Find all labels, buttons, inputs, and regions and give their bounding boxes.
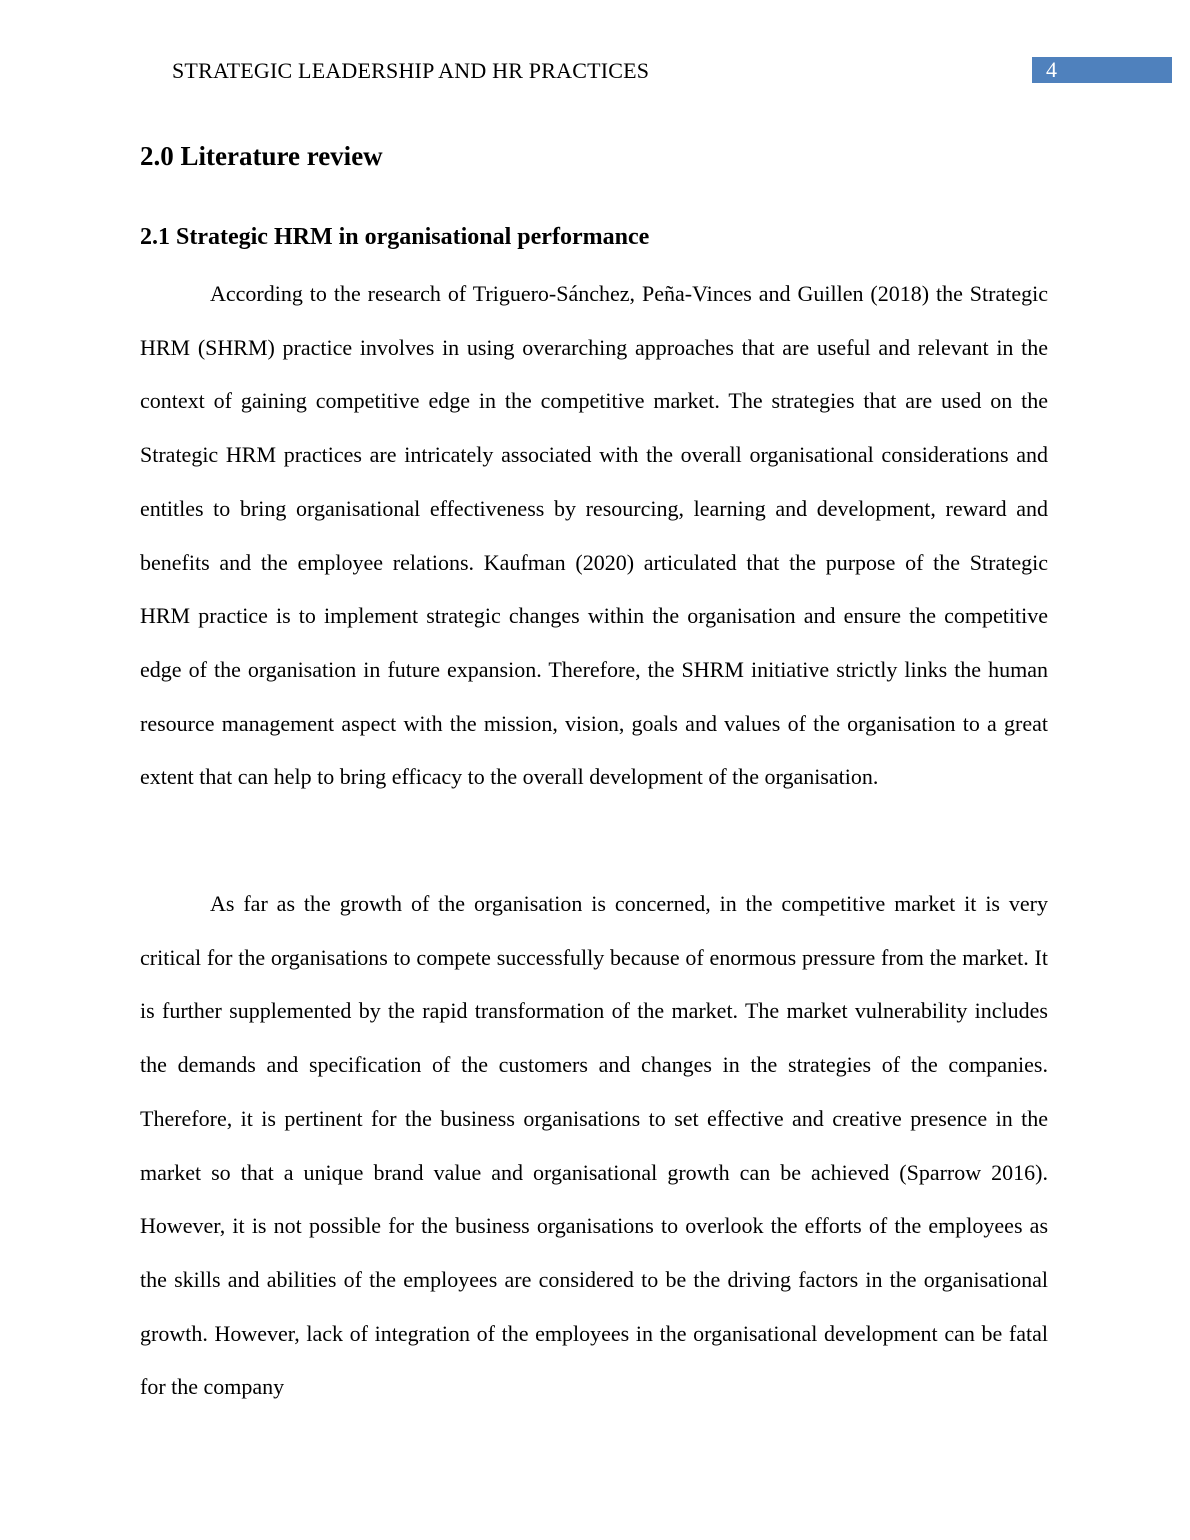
running-head: STRATEGIC LEADERSHIP AND HR PRACTICES (172, 58, 650, 83)
subsection-heading: 2.1 Strategic HRM in organisational performance (140, 224, 650, 250)
page-number: 4 (1046, 57, 1057, 82)
body-paragraph-1: According to the research of Triguero-Sánchez, Peña-Vinces and Guillen (2018) the Strategic HRM (SHRM) practice involves in using overarching approaches that are useful and relevant in the context of gaining competitive edge in the competitive market. The strategies that are used on the Strategic HRM practices are intricately associated with the overall organisational considerations and entitles to bring organisational effectiveness by resourcing, learning and development, reward and benefits and the employee relations. Kaufman (2020) articulated that the purpose of the Strategic HRM practice is to implement strategic changes within the organisation and ensure the competitive edge of the organisation in future expansion. Therefore, the SHRM initiative strictly links the human resource management aspect with the mission, vision, goals and values of the organisation to a great extent that can help to bring efficacy to the overall development of the organisation. (140, 281, 1048, 790)
page-number-box (1032, 57, 1172, 83)
body-paragraph-2: As far as the growth of the organisation is concerned, in the competitive market it is very critical for the organisations to compete successfully because of enormous pressure from the market. It is further supplemented by the rapid transformation of the market. The market vulnerability includes the demands and specification of the customers and changes in the strategies of the companies. Therefore, it is pertinent for the business organisations to set effective and creative presence in the market so that a unique brand value and organisational growth can be achieved (Sparrow 2016). However, it is not possible for the business organisations to overlook the efforts of the employees as the skills and abilities of the employees are considered to be the driving factors in the organisational growth. However, lack of integration of the employees in the organisational development can be fatal for the company (140, 891, 1048, 1400)
section-heading: 2.0 Literature review (140, 141, 383, 171)
